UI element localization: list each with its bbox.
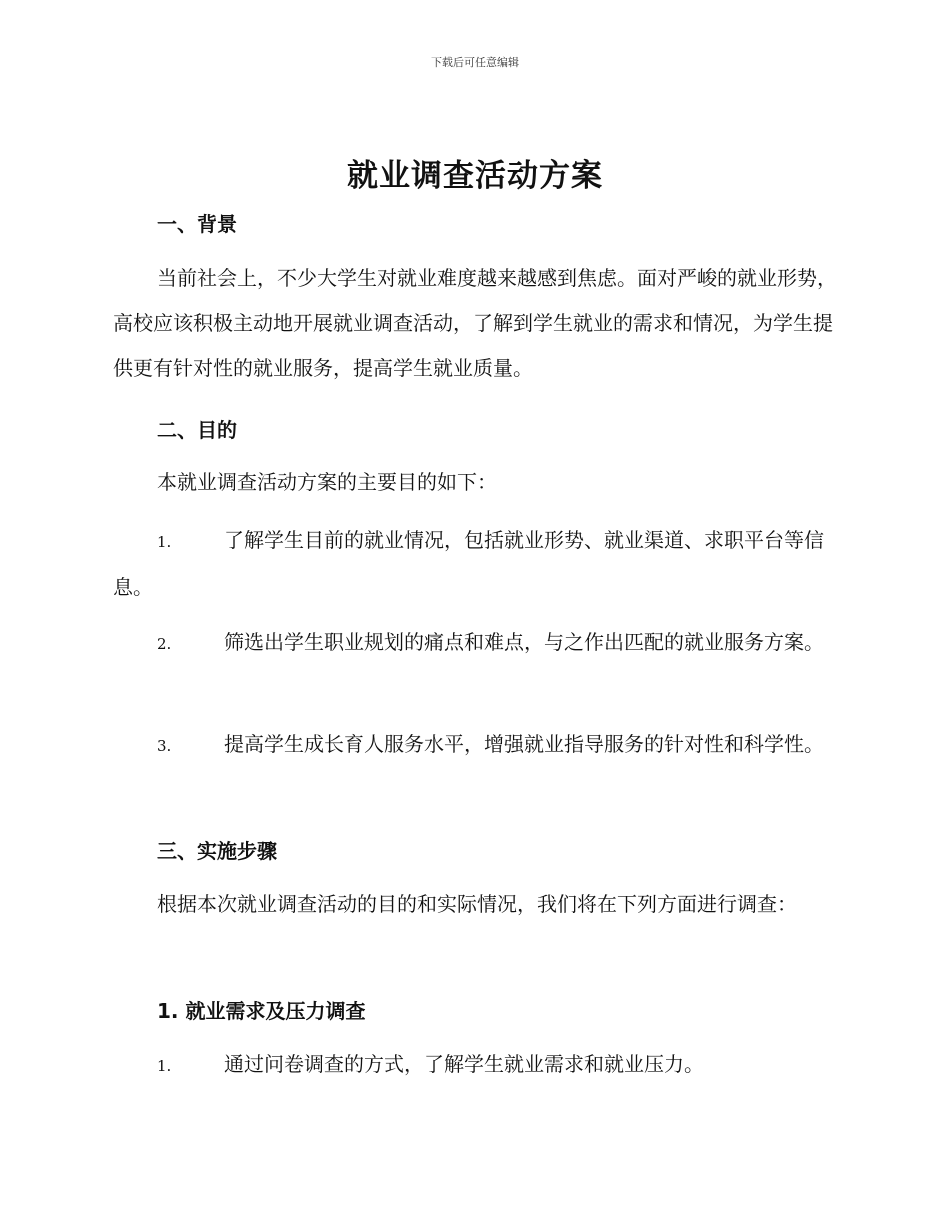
purpose-intro: 本就业调查活动方案的主要目的如下： bbox=[157, 470, 497, 494]
purpose-list-item bbox=[113, 518, 843, 610]
list-number: 3. bbox=[157, 737, 172, 755]
list-item-text: 了解学生目前的就业情况，包括就业形势、就业渠道、求职平台等信息。 bbox=[113, 528, 824, 599]
background-paragraph: 当前社会上，不少大学生对就业难度越来越感到焦虑。面对严峻的就业形势，高校应该积极主动地开展就业调查活动，了解到学生就业的需求和情况，为学生提供更有针对性的就业服务，提高学生就业质量。 bbox=[113, 266, 837, 380]
purpose-list-item bbox=[113, 620, 843, 667]
steps-subheading: 1. 就业需求及压力调查 bbox=[157, 999, 366, 1023]
document-title: 就业调查活动方案 bbox=[347, 158, 603, 194]
steps-intro: 根据本次就业调查活动的目的和实际情况，我们将在下列方面进行调查： bbox=[157, 892, 797, 916]
list-item-text: 提高学生成长育人服务水平，增强就业指导服务的针对性和科学性。 bbox=[224, 732, 824, 756]
list-number: 1. bbox=[157, 533, 172, 551]
header-note: 下载后可任意编辑 bbox=[431, 56, 519, 69]
list-number: 2. bbox=[157, 635, 172, 653]
purpose-list-item bbox=[113, 722, 843, 769]
section-heading-background: 一、背景 bbox=[157, 212, 237, 236]
list-number: 1. bbox=[157, 1057, 172, 1075]
steps-list-item bbox=[113, 1042, 843, 1089]
section-heading-steps: 三、实施步骤 bbox=[157, 839, 277, 863]
list-item-text: 通过问卷调查的方式，了解学生就业需求和就业压力。 bbox=[224, 1052, 704, 1076]
section-heading-purpose: 二、目的 bbox=[157, 418, 237, 442]
list-item-text: 筛选出学生职业规划的痛点和难点，与之作出匹配的就业服务方案。 bbox=[224, 630, 824, 654]
